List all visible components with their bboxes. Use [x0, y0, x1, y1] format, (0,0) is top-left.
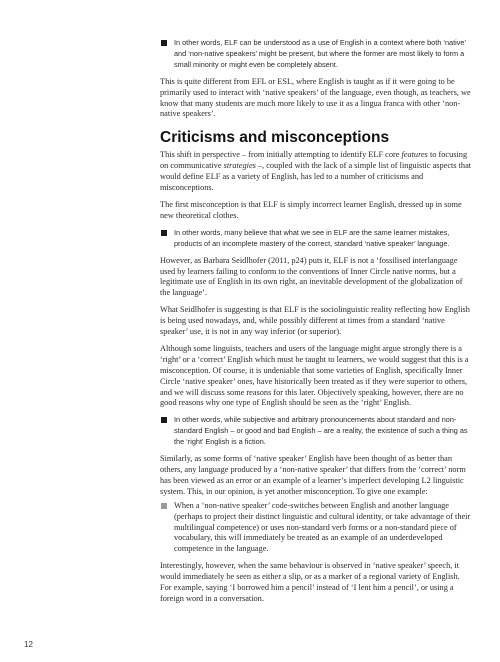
bullet-point — [160, 228, 472, 250]
italic-text: strategies — [223, 161, 256, 171]
paragraph — [160, 150, 472, 194]
sub-bullet-point — [160, 501, 472, 556]
italic-text: features — [401, 150, 428, 160]
bullet-text: In other words, many believe that what we see in ELF are the same learner mistakes, products of an incomplete mastery of the correct, standard ‘native speaker’ language. — [174, 227, 450, 248]
text-run: This shift in perspective – from initially attempting to identify ELF core — [160, 150, 402, 160]
paragraph: Although some linguists, teachers and users of the language might argue strongly there is a ‘right’ or a ‘correct’ English which must be taught to learners, we would suggest that this is a misconception. Of course, it is undeniable that some varieties of English, specifically Inner Circle ‘native speaker’ ones, have historically been treated as if they were superior to others, and we will discuss some reasons for this later. Objectively speaking, however, there are no good reasons why one type of English should be seen as the ‘right’ English. — [160, 343, 469, 408]
paragraph: However, as Barbara Seidlhofer (2011, p24) puts it, ELF is not a ‘fossilised interlanguage used by learners failing to conform to the conventions of Inner Circle native norms, but a legitimate use of English in its own right, an inevitable development of the globalization of the language’. — [160, 255, 463, 298]
paragraph: This is quite different from EFL or ESL, where English is taught as if it were going to be primarily used to interact with ‘native speakers’ of the language, even though, as teachers, we know that many students are much more likely to use it as a lingua franca with other ‘non-native speakers’. — [160, 76, 471, 119]
bullet-point — [160, 415, 472, 448]
paragraph: Similarly, as some forms of ‘native speaker’ English have been thought of as better than others, any language produced by a ‘non-native speaker’ that differs from the ‘correct’ norm has been viewed as an error or an example of a learner’s imperfect developing L2 linguistic system. This, in our opinion, is yet another misconception. To give one example: — [160, 454, 466, 496]
square-bullet-icon — [161, 230, 167, 236]
text-column — [160, 38, 472, 611]
bullet-text: In other words, ELF can be understood as a use of English in a context where both ‘native’ and ‘non-native speakers’ might be present, but where the former are most likely to form a small minority or might even be completely absent. — [174, 38, 466, 69]
sub-bullet-text: When a ‘non-native speaker’ code-switches between English and another language (perhaps to project their distinct linguistic and cultural identity, or take advantage of their multilingual competence) or uses non-standard verb forms or a non-standard piece of vocabulary, this will immediately be treated as an example of an underdeveloped competence in the language. — [174, 500, 471, 554]
text-run: to focusing on communicative — [160, 150, 468, 171]
paragraph: What Seidlhofer is suggesting is that ELF is the sociolinguistic reality reflecting how English is being used nowadays, and, while possibly different at times from a standard ‘native speaker’ use, it is not in any way inferior (or superior). — [160, 305, 470, 337]
paragraph: Interestingly, however, when the same behaviour is observed in ‘native speaker’ speech, it would immediately be seen as either a slip, or as a marker of a regional variety of English. For example, saying ‘I borrowed him a pencil’ instead of ‘I lent him a pencil’, or using a foreign word in a conversation. — [160, 561, 460, 603]
section-heading: Criticisms and misconceptions — [160, 129, 390, 147]
text-run: –, coupled with the lack of a simple list of linguistic aspects that would define ELF as a variety of English, has led to a number of criticisms and misconceptions. — [160, 161, 472, 193]
bullet-text: In other words, while subjective and arbitrary pronouncements about standard and non-standard English – or good and bad English – are a reality, the existence of such a thing as the ‘right’ English is a fiction. — [174, 415, 468, 447]
square-bullet-icon — [161, 503, 167, 509]
bullet-point — [160, 38, 472, 71]
square-bullet-icon — [161, 417, 167, 423]
square-bullet-icon — [161, 40, 167, 46]
paragraph: The first misconception is that ELF is simply incorrect learner English, dressed up in some new theoretical clothes. — [160, 199, 462, 220]
page-number: 12 — [24, 640, 33, 649]
